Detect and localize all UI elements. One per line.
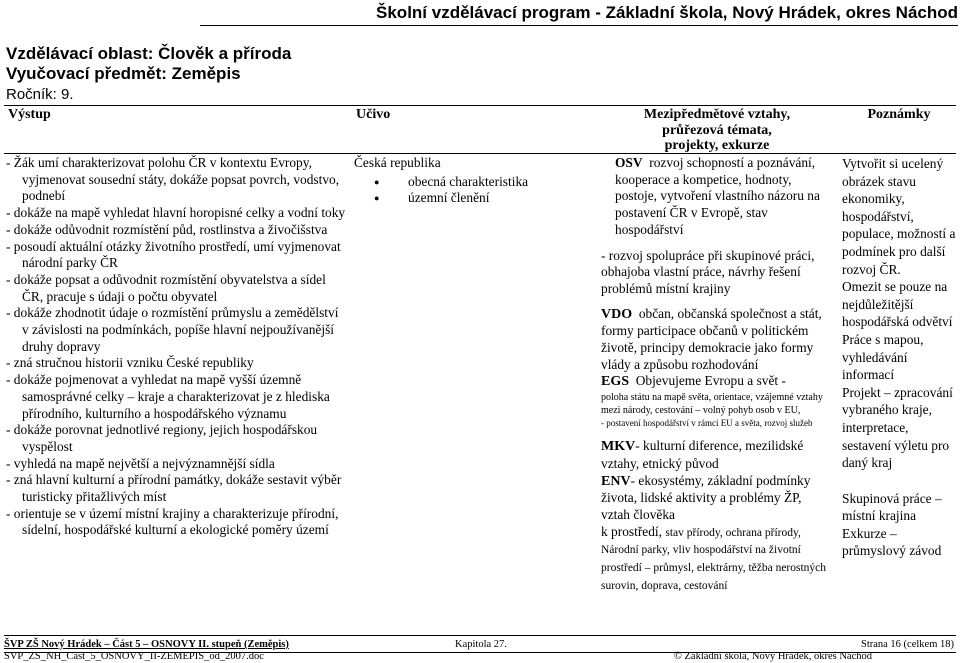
env-text-2a: k prostředí, xyxy=(601,523,662,539)
footer-file: SVP_ZS_NH_Cast_5_OSNOVY_II-ZEMEPIS_od_2007.doc xyxy=(4,651,264,662)
footer-title: ŠVP ZŠ Nový Hrádek – Část 5 – OSNOVY II. stupeň (Zeměpis) xyxy=(4,639,289,650)
vystup-item: - posoudí aktuální otázky životního prostředí, umí vyjmenovat národní parky ČR xyxy=(6,238,341,271)
osv-text: rozvoj schopností a poznávání, kooperace a kompetice, hodnoty, postoje, vytvoření vlastního názoru na postavení ČR v Evropě, stav hospodářství xyxy=(615,155,820,237)
osv-label: OSV xyxy=(615,155,643,170)
egs-label: EGS xyxy=(601,374,630,390)
vystup-column xyxy=(6,155,346,539)
grade-label: Ročník: 9. xyxy=(6,86,74,103)
document-header: Školní vzdělávací program - Základní škola, Nový Hrádek, okres Náchod xyxy=(200,3,958,26)
ucivo-list xyxy=(354,174,604,207)
poznamka: Vytvořit si ucelený obrázek stavu ekonomiky, hospodářství, populace, možností a podmínek pro další rozvoj ČR. xyxy=(842,156,956,277)
vystup-item: - orientuje se v území místní krajiny a charakterizuje přírodní, sídelní, hospodářské kulturní a ekologické poměry území xyxy=(6,505,339,538)
egs-text: Objevujeme Evropu a svět - xyxy=(635,373,786,389)
env-block xyxy=(601,473,833,524)
vystup-item: - Žák umí charakterizovat polohu ČR v kontextu Evropy, vyjmenovat sousední státy, dokáže popsat povrch, vodstvo, podnebí xyxy=(6,155,340,204)
vdo-label: VDO xyxy=(601,306,633,322)
poznamka: Skupinová práce – místní krajina xyxy=(842,490,942,524)
footer-page: Strana 16 (celkem 18) xyxy=(860,639,954,650)
env-text-2b: stav přírody, ochrana přírody, Národní parky, vliv hospodářství na životní prostředí – průmysl, elektrárny, těžba nerostných surovin, doprava, cestování xyxy=(601,526,827,592)
mkv-text: - kulturní diference, mezilidské vztahy, etnický původ xyxy=(601,438,804,471)
header-line: projekty, exkurze xyxy=(664,138,770,153)
osv-text-2: - rozvoj spolupráce při skupinové práci, obhajoba vlastní práce, návrhy řešení problémů místní krajiny xyxy=(601,247,815,296)
footer-chapter: Kapitola 27. xyxy=(455,639,507,650)
ucivo-item: ● územní členění xyxy=(394,190,604,207)
ucivo-column xyxy=(354,155,604,207)
column-header-mezipredmet xyxy=(601,107,833,154)
footer-copyright: © Základní škola, Nový Hrádek, okres Náchod xyxy=(673,651,872,662)
env-block-2 xyxy=(601,524,833,595)
header-line: průřezová témata, xyxy=(662,122,772,138)
vystup-item: - dokáže pojmenovat a vyhledat na mapě vyšší územně samosprávné celky – kraje a charakterizovat je z hlediska přírodního, kulturního a hospodářského významu xyxy=(6,372,330,421)
vystup-item: - dokáže zhodnotit údaje o rozmístění průmyslu a zemědělství v závislosti na podmínkách, popíše hlavní nejpoužívanější druhy dopravy xyxy=(6,305,339,354)
poznamka: Exkurze – průmyslový závod xyxy=(842,525,942,559)
vdo-block xyxy=(601,306,833,374)
mezipredmet-column xyxy=(601,155,833,594)
vystup-item: - dokáže odůvodnit rozmístění půd, rostlinstva a živočišstva xyxy=(6,221,328,237)
education-area: Vzdělávací oblast: Člověk a příroda xyxy=(6,44,292,63)
column-header-poznamky: Poznámky xyxy=(867,107,931,122)
table-top-rule xyxy=(4,105,956,106)
egs-detail: poloha státu na mapě světa, orientace, vzájemné vztahy mezi národy, cestování – volný pohyb osob v EU, xyxy=(601,392,823,417)
env-text: - ekosystémy, základní podmínky života, lidské aktivity a problémy ŽP, vztah člověka xyxy=(601,472,811,522)
vystup-item: - zná hlavní kulturní a přírodní památky, dokáže sestavit výběr turisticky přitažlivých míst xyxy=(6,472,342,505)
header-line: Mezipředmětové vztahy, xyxy=(643,107,791,122)
mkv-block xyxy=(601,438,833,472)
vystup-item: - dokáže na mapě vyhledat hlavní horopisné celky a vodní toky xyxy=(6,205,346,221)
ucivo-item: ● obecná charakteristika xyxy=(394,174,604,191)
column-header-vystup: Výstup xyxy=(8,107,51,122)
poznamky-column xyxy=(842,155,956,560)
vystup-item: - dokáže porovnat jednotlivé regiony, jejich hospodářskou vyspělost xyxy=(6,422,318,454)
poznamka: Omezit se pouze na nejdůležitější hospodářská odvětví xyxy=(842,279,953,330)
poznamka: Projekt – zpracování vybraného kraje, interpretace, sestavení výletu pro daný kraj xyxy=(842,384,953,471)
subject-title: Vyučovací předmět: Zeměpis xyxy=(6,64,241,83)
vystup-item: - vyhledá na mapě největší a nejvýznamnější sídla xyxy=(6,455,275,471)
osv-block xyxy=(601,155,833,239)
vystup-item: - dokáže popsat a odůvodnit rozmístění obyvatelstva a sídel ČR, pracuje s údaji o počtu obyvatel xyxy=(6,271,326,304)
column-header-ucivo: Učivo xyxy=(356,107,391,122)
egs-detail-2: - postavení hospodářství v rámci EU a světa, rozvoj služeb xyxy=(601,418,813,429)
env-label: ENV xyxy=(601,473,631,489)
vystup-item: - zná stručnou historii vzniku České republiky xyxy=(6,355,254,371)
table-bottom-rule xyxy=(4,635,956,636)
ucivo-title: Česká republika xyxy=(354,155,441,170)
poznamka: Práce s mapou, vyhledávání informací xyxy=(842,331,924,383)
vdo-text: občan, občanská společnost a stát, formy participace občanů v politickém životě, principy demokracie jako formy vlády a způsobu rozhodování xyxy=(601,305,822,372)
mkv-label: MKV xyxy=(601,439,636,455)
egs-block xyxy=(601,373,833,391)
